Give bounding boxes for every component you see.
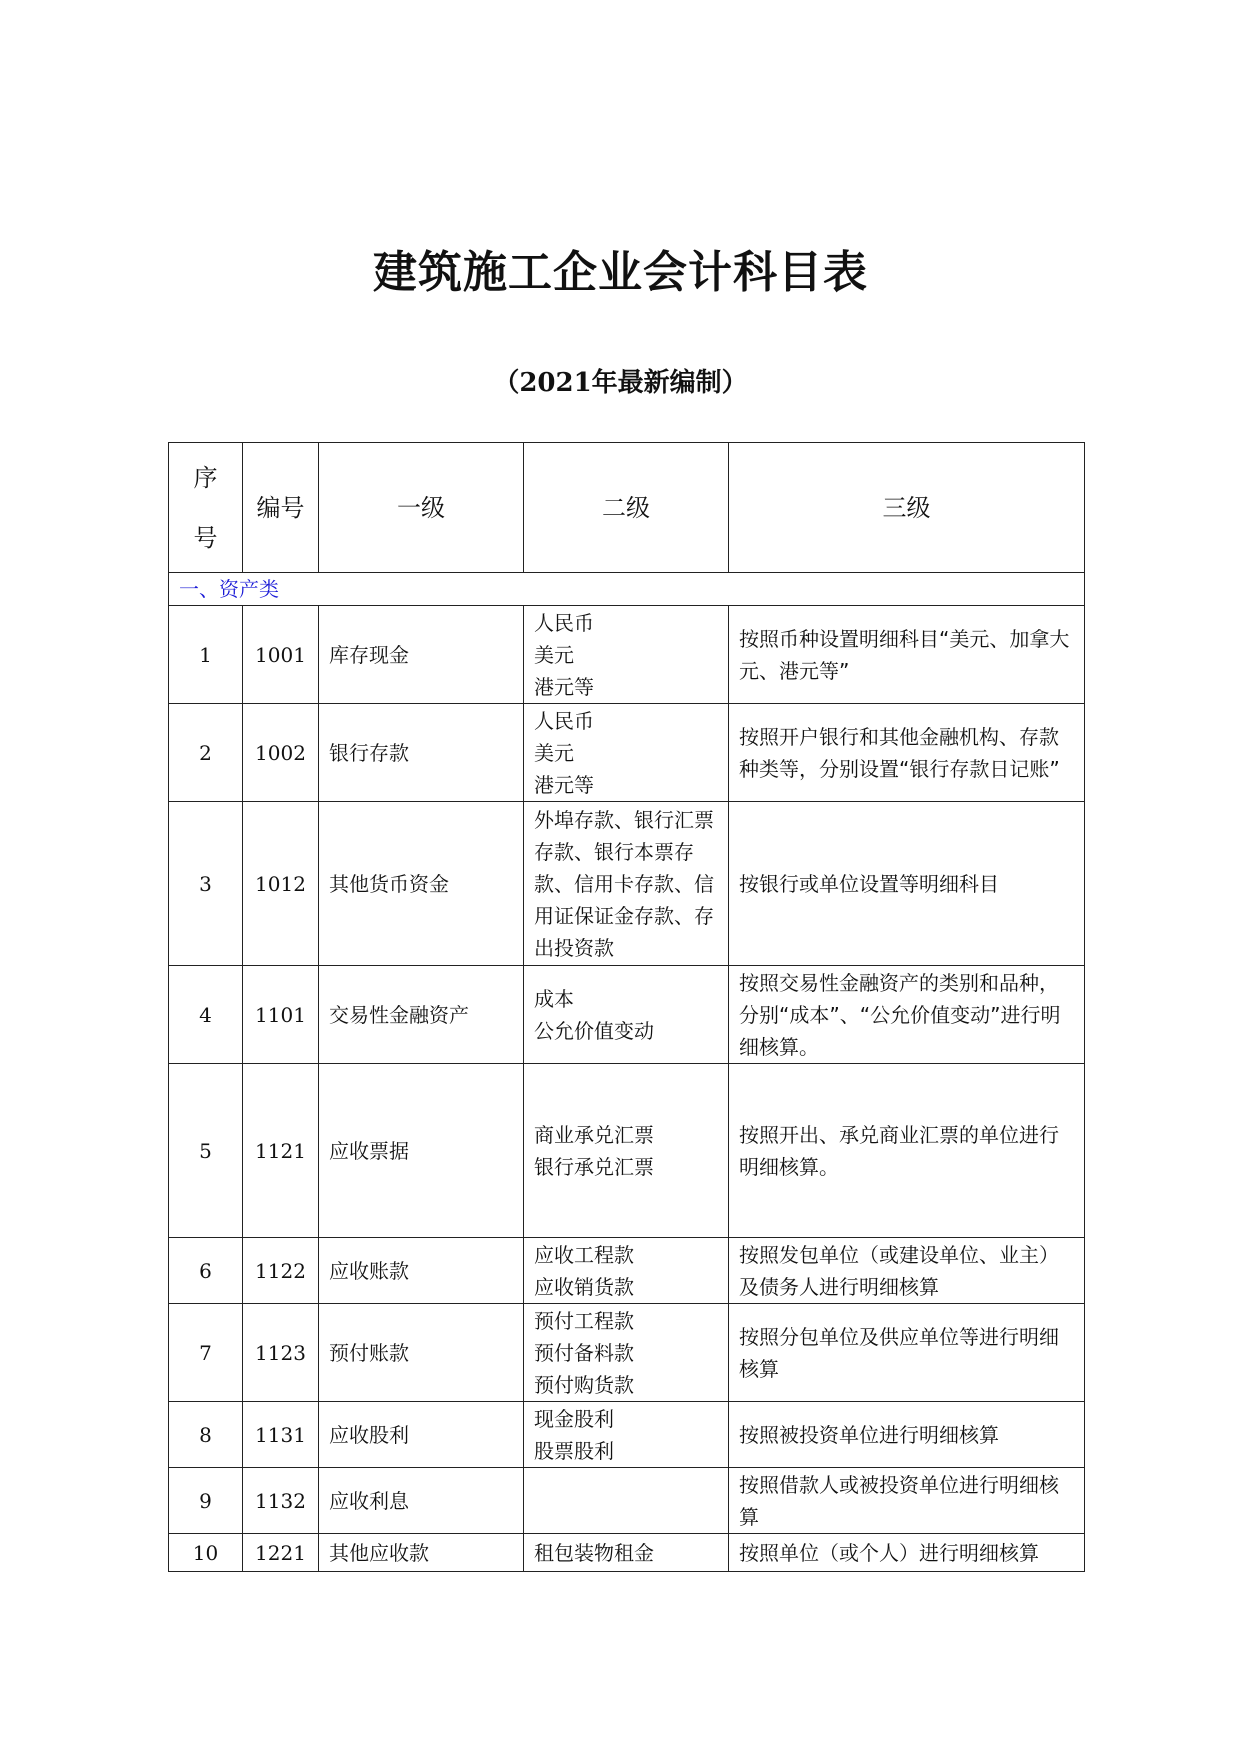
table-body <box>169 573 1085 1572</box>
row-level3: 按照分包单位及供应单位等进行明细核算 <box>729 1304 1085 1402</box>
header-seq-top: 序 <box>193 463 218 492</box>
level2-item: 预付工程款 <box>534 1308 634 1333</box>
header-seq-bottom: 号 <box>193 523 218 552</box>
header-code: 编号 <box>243 443 319 573</box>
row-level2 <box>524 966 729 1064</box>
row-seq: 4 <box>169 966 243 1064</box>
row-code: 1122 <box>243 1238 319 1304</box>
level2-item: 人民币 <box>534 610 594 635</box>
row-level1: 预付账款 <box>319 1304 524 1402</box>
header-level2: 二级 <box>524 443 729 573</box>
row-seq: 5 <box>169 1064 243 1238</box>
row-seq: 3 <box>169 802 243 966</box>
row-level2 <box>524 1468 729 1534</box>
category-row <box>169 573 1085 606</box>
level2-item: 港元等 <box>534 674 594 699</box>
row-level3: 按银行或单位设置等明细科目 <box>729 802 1085 966</box>
row-level2 <box>524 606 729 704</box>
row-code: 1131 <box>243 1402 319 1468</box>
row-level3: 按照被投资单位进行明细核算 <box>729 1402 1085 1468</box>
table-row <box>169 802 1085 966</box>
header-level1: 一级 <box>319 443 524 573</box>
level2-item: 外埠存款、银行汇票存款、银行本票存款、信用卡存款、信用证保证金存款、存出投资款 <box>534 807 714 960</box>
row-level2 <box>524 1238 729 1304</box>
row-level1: 其他应收款 <box>319 1534 524 1572</box>
table-row <box>169 966 1085 1064</box>
row-seq: 6 <box>169 1238 243 1304</box>
table-header-row <box>169 443 1085 573</box>
level2-item: 租包装物租金 <box>534 1540 654 1565</box>
header-seq <box>169 443 243 573</box>
row-code: 1132 <box>243 1468 319 1534</box>
table-row <box>169 1304 1085 1402</box>
level2-item: 公允价值变动 <box>534 1018 654 1043</box>
document-subtitle: （2021年最新编制） <box>493 368 748 398</box>
level2-item: 应收工程款 <box>534 1242 634 1267</box>
row-seq: 8 <box>169 1402 243 1468</box>
table-row <box>169 1064 1085 1238</box>
level2-item: 预付备料款 <box>534 1340 634 1365</box>
level2-item: 成本 <box>534 986 574 1011</box>
document-title: 建筑施工企业会计科目表 <box>373 247 868 298</box>
table-row <box>169 1238 1085 1304</box>
category-label: 一、资产类 <box>169 573 1085 606</box>
row-level2 <box>524 1064 729 1238</box>
level2-item: 港元等 <box>534 772 594 797</box>
row-level3: 按照单位（或个人）进行明细核算 <box>729 1534 1085 1572</box>
row-seq: 2 <box>169 704 243 802</box>
row-code: 1101 <box>243 966 319 1064</box>
level2-item: 股票股利 <box>534 1438 614 1463</box>
table-row <box>169 606 1085 704</box>
row-level2 <box>524 1402 729 1468</box>
row-code: 1012 <box>243 802 319 966</box>
row-seq: 1 <box>169 606 243 704</box>
level2-item: 商业承兑汇票 <box>534 1122 654 1147</box>
row-level2 <box>524 1304 729 1402</box>
row-level1: 其他货币资金 <box>319 802 524 966</box>
row-level1: 银行存款 <box>319 704 524 802</box>
row-level2 <box>524 1534 729 1572</box>
row-level3: 按照交易性金融资产的类别和品种，分别“成本”、“公允价值变动”进行明细核算。 <box>729 966 1085 1064</box>
row-seq: 10 <box>169 1534 243 1572</box>
row-level3: 按照发包单位（或建设单位、业主）及债务人进行明细核算 <box>729 1238 1085 1304</box>
level2-item: 美元 <box>534 642 574 667</box>
row-level1: 交易性金融资产 <box>319 966 524 1064</box>
row-code: 1123 <box>243 1304 319 1402</box>
row-level1: 库存现金 <box>319 606 524 704</box>
level2-item: 应收销货款 <box>534 1274 634 1299</box>
table-row <box>169 1402 1085 1468</box>
level2-item: 银行承兑汇票 <box>534 1154 654 1179</box>
row-level3: 按照开户银行和其他金融机构、存款种类等，分别设置“银行存款日记账” <box>729 704 1085 802</box>
row-level1: 应收票据 <box>319 1064 524 1238</box>
account-table <box>168 442 1085 1572</box>
row-level3: 按照借款人或被投资单位进行明细核算 <box>729 1468 1085 1534</box>
row-level2 <box>524 802 729 966</box>
row-level2 <box>524 704 729 802</box>
level2-item: 人民币 <box>534 708 594 733</box>
row-level1: 应收账款 <box>319 1238 524 1304</box>
row-level1: 应收股利 <box>319 1402 524 1468</box>
row-level3: 按照币种设置明细科目“美元、加拿大元、港元等” <box>729 606 1085 704</box>
level2-item: 美元 <box>534 740 574 765</box>
row-code: 1221 <box>243 1534 319 1572</box>
row-level1: 应收利息 <box>319 1468 524 1534</box>
level2-item: 现金股利 <box>534 1406 614 1431</box>
row-seq: 9 <box>169 1468 243 1534</box>
table-row <box>169 704 1085 802</box>
row-code: 1001 <box>243 606 319 704</box>
row-seq: 7 <box>169 1304 243 1402</box>
row-code: 1121 <box>243 1064 319 1238</box>
row-level3: 按照开出、承兑商业汇票的单位进行明细核算。 <box>729 1064 1085 1238</box>
table-row <box>169 1534 1085 1572</box>
row-code: 1002 <box>243 704 319 802</box>
level2-item: 预付购货款 <box>534 1372 634 1397</box>
table-row <box>169 1468 1085 1534</box>
header-level3: 三级 <box>729 443 1085 573</box>
